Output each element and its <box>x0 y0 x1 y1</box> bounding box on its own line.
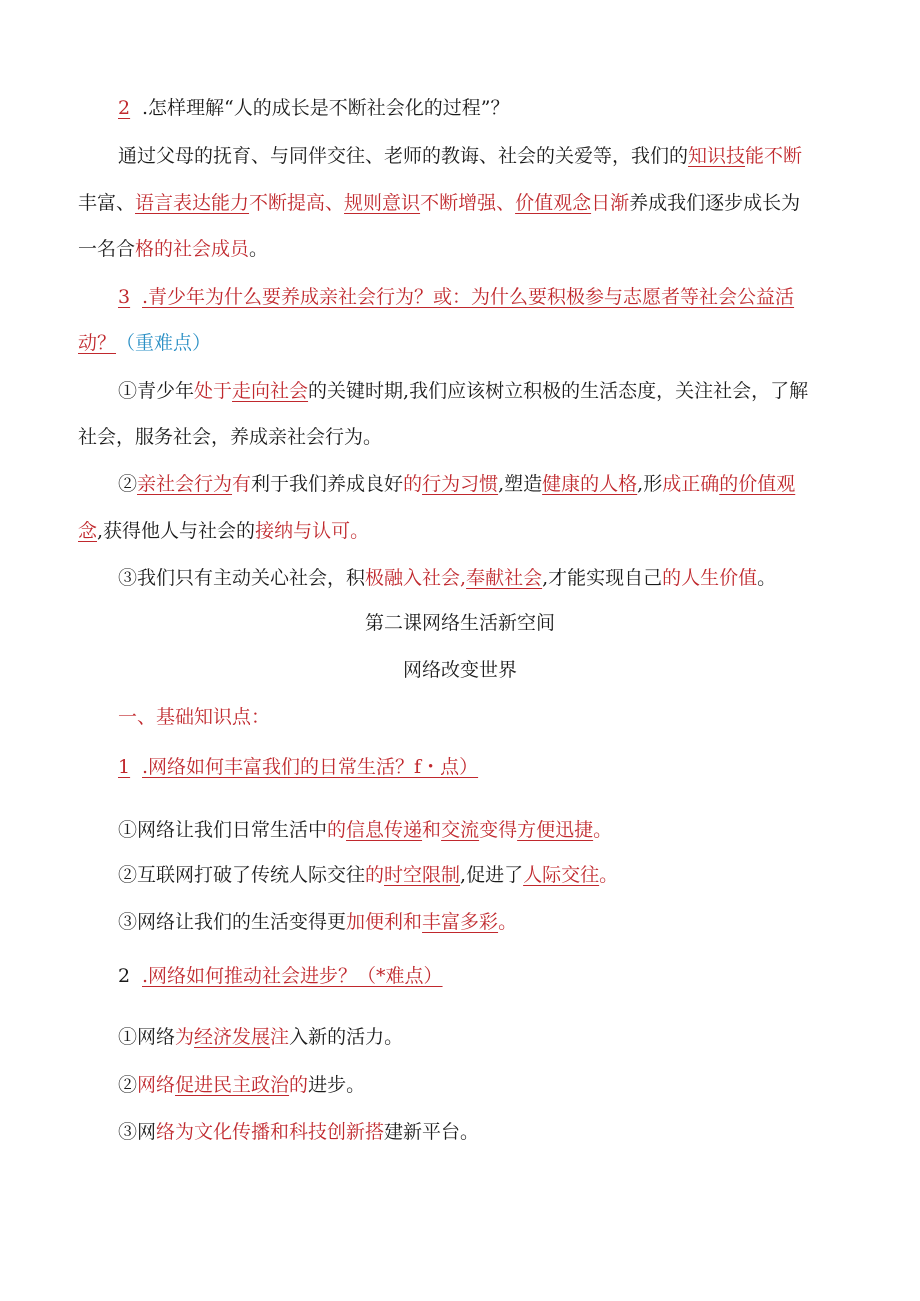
text: ①青少年 <box>118 380 195 402</box>
question-number: 2 <box>118 965 131 987</box>
text: 注 <box>270 1026 290 1048</box>
key-term: 方便迅捷 <box>517 819 594 841</box>
text: 不断增强、 <box>420 192 516 214</box>
text: 为 <box>175 1026 195 1048</box>
key-term: 行为习惯 <box>422 473 499 495</box>
question-number: 1 <box>118 756 131 778</box>
key-term: 走向社会 <box>232 380 309 402</box>
text: ③网 <box>118 1121 157 1143</box>
key-term: 极融入社会 <box>365 567 461 589</box>
question-3-cont <box>78 330 211 356</box>
text: 进步。 <box>308 1074 366 1096</box>
text: 。 <box>757 567 777 589</box>
text: 的关键时期,我们应该树立积极的生活态度，关注社会，了解 <box>308 380 809 402</box>
question-2 <box>118 95 509 121</box>
question-text: .网络如何丰富我们的日常生活？f・点） <box>142 756 479 778</box>
answer-line <box>118 817 612 843</box>
key-term: 格的社会成员 <box>135 238 250 260</box>
text: 社会，服务社会，养成亲社会行为。 <box>78 426 383 448</box>
question-number: 3 <box>118 286 131 308</box>
key-term: 念 <box>78 520 98 542</box>
text: 建新平台。 <box>384 1121 480 1143</box>
text: 一名合 <box>78 238 136 260</box>
answer-line <box>118 1119 479 1145</box>
answer-line <box>78 236 268 262</box>
text: 变得 <box>479 819 518 841</box>
text: 养成我们逐步成长为 <box>629 192 801 214</box>
question-3 <box>118 284 794 310</box>
text: 和 <box>422 819 442 841</box>
text: 。 <box>593 819 613 841</box>
text: ,促进了 <box>460 864 524 886</box>
text: ② <box>118 1074 138 1096</box>
text: 。 <box>599 864 619 886</box>
key-term: 促进民主政治 <box>175 1074 290 1096</box>
key-term: 知识技 <box>688 145 746 167</box>
key-term: 价值观念 <box>515 192 592 214</box>
key-term: 信息传递 <box>346 819 423 841</box>
answer-line <box>118 1072 365 1098</box>
text: 不断提高、 <box>249 192 345 214</box>
answer-line <box>118 378 808 404</box>
lesson-subtitle: 网络改变世界 <box>402 659 517 681</box>
text: ③网络让我们的生活变得更 <box>118 911 347 933</box>
text: ,塑造 <box>498 473 543 495</box>
text: 能不断 <box>745 145 803 167</box>
answer-line <box>118 909 517 935</box>
key-term: 语言表达能力 <box>135 192 250 214</box>
key-term: 健康的人格 <box>542 473 638 495</box>
key-term: 丰富多彩 <box>422 911 499 933</box>
key-term: 接纳与认可。 <box>255 520 370 542</box>
key-term: 加便利 <box>346 911 404 933</box>
answer-line <box>118 1024 403 1050</box>
text: ② <box>118 473 138 495</box>
text: ②互联网打破了传统人际交往 <box>118 864 366 886</box>
question-network-2 <box>118 963 443 989</box>
question-text: .青少年为什么要养成亲社会行为？或：为什么要积极参与志愿者等社会公益活 <box>142 286 795 308</box>
text: ,才能实现自己 <box>542 567 663 589</box>
text: 入新的活力。 <box>289 1026 404 1048</box>
text: ①网络让我们日常生活中 <box>118 819 328 841</box>
answer-line <box>78 190 800 216</box>
question-text: .网络如何推动社会进步？（*难点） <box>142 965 443 987</box>
text: 处于 <box>194 380 233 402</box>
text: 的 <box>327 819 347 841</box>
text: 和 <box>403 911 423 933</box>
key-term: 人际交往 <box>523 864 600 886</box>
key-term: 奉献社会 <box>466 567 543 589</box>
text: 利于我们养成良好 <box>251 473 404 495</box>
text: ①网络 <box>118 1026 176 1048</box>
question-number: 2 <box>118 97 131 119</box>
text: 通过父母的抚育、与同伴交往、老师的教诲、社会的关爱等，我们的 <box>118 145 689 167</box>
answer-line <box>78 424 382 450</box>
text: 的 <box>365 864 385 886</box>
answer-line <box>78 518 369 544</box>
text: 丰富、 <box>78 192 136 214</box>
text: 网络 <box>137 1074 176 1096</box>
key-term: 的人生价值 <box>662 567 758 589</box>
key-term: 经济发展 <box>194 1026 271 1048</box>
key-term: 时空限制 <box>384 864 461 886</box>
key-term: 亲社会行为 <box>137 473 233 495</box>
lesson-title: 第二课网络生活新空间 <box>364 612 555 634</box>
text: 日渐 <box>591 192 630 214</box>
key-term: 交流 <box>441 819 480 841</box>
answer-line <box>118 862 618 888</box>
difficulty-tag: （重难点） <box>116 332 212 354</box>
text: ③我们只有主动关心社会，积 <box>118 567 366 589</box>
text: , <box>460 567 467 589</box>
text: 。 <box>249 238 269 260</box>
question-text: .怎样理解“人的成长是不断社会化的过程”？ <box>142 97 510 119</box>
question-text: 动？ <box>78 332 117 354</box>
text: 成正确 <box>662 473 720 495</box>
text: ,获得他人与社会的 <box>97 520 256 542</box>
text: ,形 <box>637 473 663 495</box>
question-network-1 <box>118 754 478 780</box>
text: 有 <box>232 473 252 495</box>
key-term: 规则意识 <box>344 192 421 214</box>
answer-line <box>118 143 802 169</box>
text: 的 <box>289 1074 309 1096</box>
key-term: 的价值观 <box>719 473 796 495</box>
key-term: 络为文化传播和科技创新搭 <box>156 1121 385 1143</box>
answer-line <box>118 565 776 591</box>
text: 的 <box>403 473 423 495</box>
section-heading: 一、基础知识点： <box>118 706 271 728</box>
answer-line <box>118 471 795 497</box>
text: 。 <box>498 911 518 933</box>
